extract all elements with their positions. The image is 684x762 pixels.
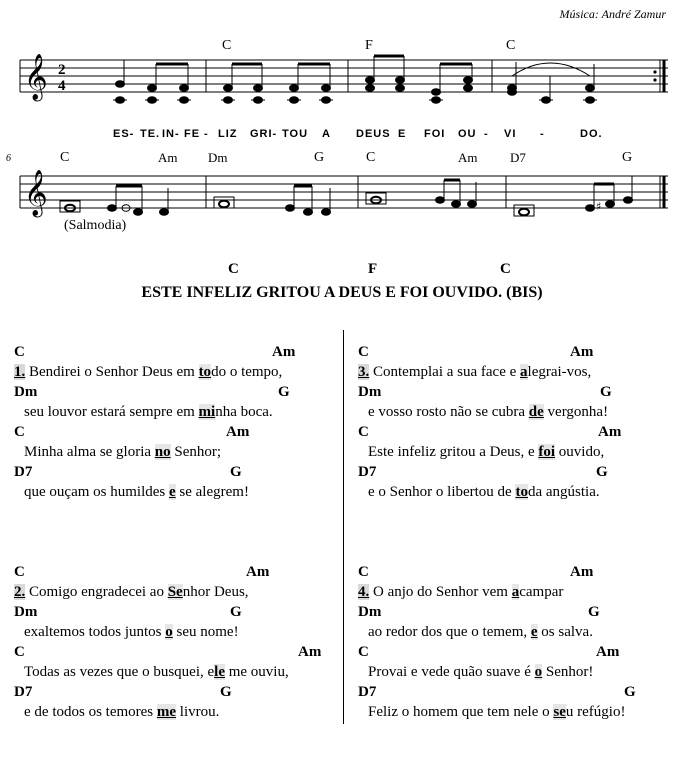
staff2-chord: G	[622, 150, 633, 165]
chord: G	[278, 384, 290, 400]
lyric-line: Este infeliz gritou a Deus, e foi ouvido,	[368, 444, 605, 460]
lyric-line: 4. O anjo do Senhor vem acampar	[358, 584, 564, 600]
stanza-number: 4.	[358, 584, 370, 600]
chord: Dm	[358, 384, 382, 400]
syllable: -	[540, 128, 545, 140]
staff-2	[20, 176, 668, 208]
chorus-chord-2: F	[368, 261, 378, 277]
stanza-number: 1.	[14, 364, 26, 380]
chord: G	[624, 684, 636, 700]
measure-number: 6	[6, 153, 11, 164]
chord: C	[14, 564, 25, 580]
staff2-chord: Dm	[208, 150, 228, 165]
chord: D7	[358, 684, 377, 700]
staff-1	[20, 60, 668, 92]
chorus-text: ESTE INFELIZ GRITOU A DEUS E FOI OUVIDO. (BIS)	[141, 284, 543, 301]
chorus-chord-3: C	[500, 261, 511, 277]
lyric-line: Provai e vede quão suave é o Senhor!	[368, 664, 594, 680]
chord: Am	[298, 644, 322, 660]
syllable: TOU	[282, 128, 309, 140]
syllable: DO.	[580, 128, 603, 140]
chord: Am	[246, 564, 270, 580]
chord: C	[358, 344, 369, 360]
staff2-chord: G	[314, 150, 325, 165]
syllable: TE.	[140, 128, 161, 140]
treble-clef: 𝄞	[24, 54, 48, 100]
lyric-line: e vosso rosto não se cubra de vergonha!	[368, 404, 609, 420]
sheet-music	[0, 0, 684, 250]
syllable: FOI	[424, 128, 446, 140]
stanza-1	[14, 342, 344, 542]
chord: Am	[272, 344, 296, 360]
chord: C	[14, 424, 25, 440]
staff2-chord: C	[60, 150, 70, 165]
syllable: A	[322, 128, 331, 140]
chord: C	[358, 424, 369, 440]
chord: D7	[14, 464, 33, 480]
chord: C	[14, 644, 25, 660]
music-credit: Música: André Zamur	[559, 7, 666, 21]
lyric-line: Minha alma se gloria no Senhor;	[24, 444, 222, 460]
stanza-2	[14, 562, 344, 762]
syllable: FE	[184, 128, 201, 140]
syllable: GRI-	[250, 128, 278, 140]
chord: Am	[570, 344, 594, 360]
staff2-chord: D7	[510, 150, 526, 165]
stanza-4	[358, 562, 684, 762]
chord: G	[230, 604, 242, 620]
time-signature: 2	[58, 62, 66, 78]
chord: G	[230, 464, 242, 480]
chord: Am	[226, 424, 250, 440]
svg-text:𝄞: 𝄞	[24, 170, 48, 216]
chord: Dm	[358, 604, 382, 620]
lyric-line: seu louvor estará sempre em minha boca.	[24, 404, 273, 420]
chord: D7	[358, 464, 377, 480]
staff-2-notes	[60, 176, 633, 216]
lyric-line: Feliz o homem que tem nele o seu refúgio!	[368, 704, 626, 720]
lyric-line: 2. Comigo engradecei ao Senhor Deus,	[14, 584, 249, 600]
chord: G	[600, 384, 612, 400]
syllable: VI	[504, 128, 517, 140]
svg-text:4: 4	[58, 78, 66, 94]
syllable: LIZ	[218, 128, 238, 140]
lyric-line: exaltemos todos juntos o seu nome!	[24, 624, 239, 640]
syllable: DEUS	[356, 128, 391, 140]
lyric-line: ao redor dos que o temem, e os salva.	[368, 624, 593, 640]
chord: Dm	[14, 384, 38, 400]
syllable: ES-	[113, 128, 135, 140]
svg-text:♯: ♯	[596, 200, 602, 213]
syllable: -	[484, 128, 489, 140]
stanza-number: 3.	[358, 364, 370, 380]
lyric-line: 1. Bendirei o Senhor Deus em todo o tempo,	[14, 364, 283, 380]
chord: C	[358, 564, 369, 580]
lyric-line: e de todos os temores me livrou.	[24, 704, 220, 720]
chord: Am	[570, 564, 594, 580]
syllable: IN-	[162, 128, 180, 140]
salmodia-note: (Salmodia)	[64, 218, 127, 233]
chord: G	[220, 684, 232, 700]
chord: Dm	[14, 604, 38, 620]
lyric-line: Todas as vezes que o busquei, ele me ouviu,	[24, 664, 289, 680]
staff1-chord-1: C	[222, 38, 232, 53]
chord: G	[588, 604, 600, 620]
chord: G	[596, 464, 608, 480]
syllable: OU	[458, 128, 477, 140]
staff1-chord-2: F	[365, 38, 373, 53]
staff2-chord: Am	[458, 150, 478, 165]
staff1-chord-3: C	[506, 38, 516, 53]
syllable: -	[204, 128, 209, 140]
stanza-number: 2.	[14, 584, 26, 600]
staff2-chord: Am	[158, 150, 178, 165]
staff2-chord: C	[366, 150, 376, 165]
chord: D7	[14, 684, 33, 700]
lyric-line: que ouçam os humildes e se alegrem!	[24, 484, 249, 500]
lyric-line: e o Senhor o libertou de toda angústia.	[368, 484, 600, 500]
chord: Am	[598, 424, 622, 440]
chord: C	[14, 344, 25, 360]
stanzas-right-column	[358, 342, 684, 762]
chord: Am	[596, 644, 620, 660]
lyric-line: 3. Contemplai a sua face e alegrai-vos,	[358, 364, 592, 380]
syllable: E	[398, 128, 407, 140]
stanza-3	[358, 342, 684, 542]
chord: C	[358, 644, 369, 660]
staff-1-notes	[113, 56, 597, 103]
stanzas-left-column	[14, 342, 344, 762]
chorus-chord-1: C	[228, 261, 239, 277]
